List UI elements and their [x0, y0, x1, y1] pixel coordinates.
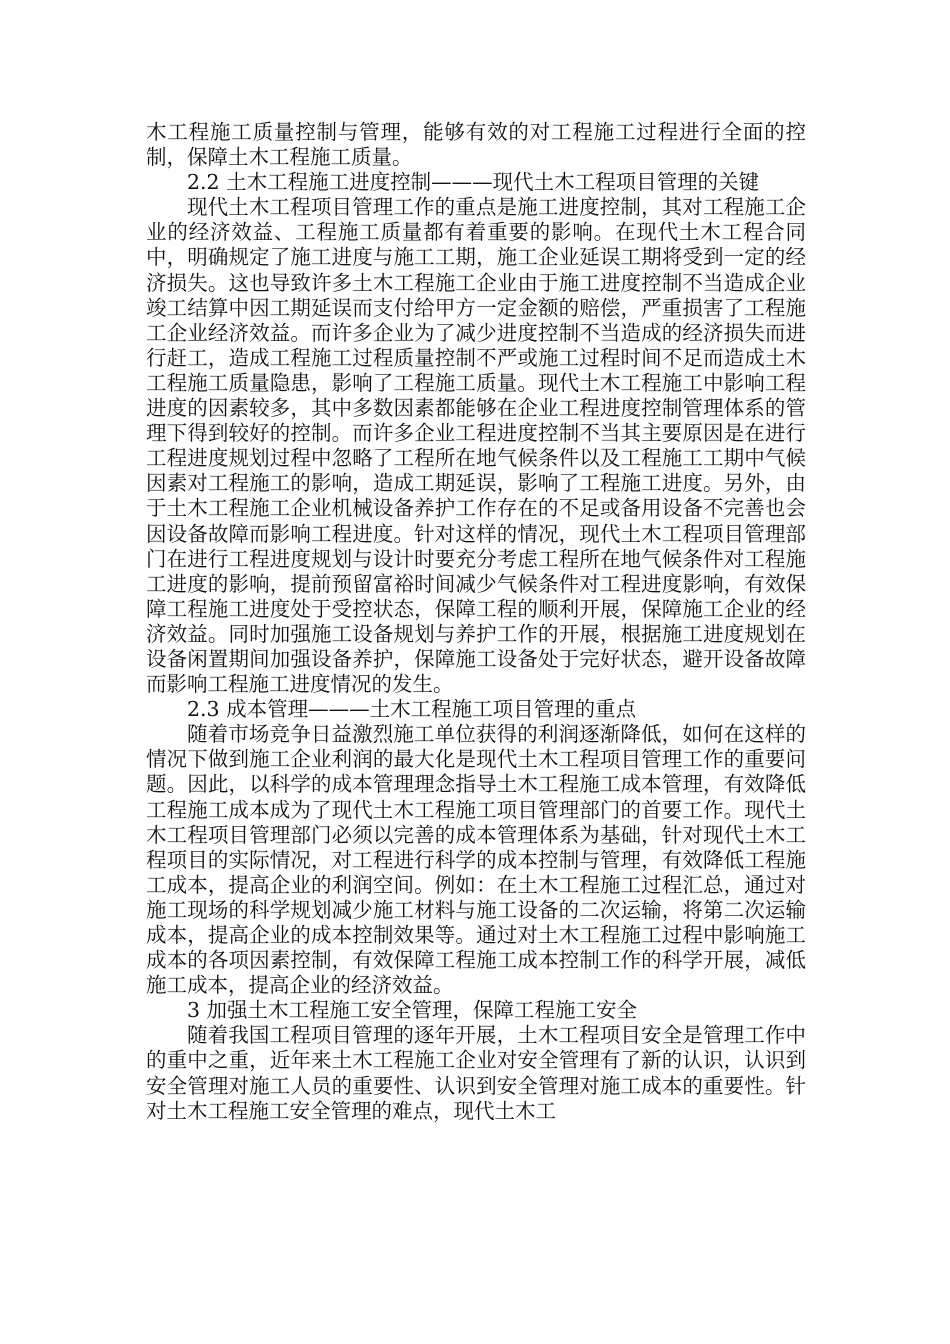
section-2-3-heading: 2.3 成本管理———土木工程施工项目管理的重点 — [187, 697, 637, 722]
intro-continuation-paragraph: 木工程施工质量控制与管理，能够有效的对工程施工过程进行全面的控制，保障土木工程施工质量。 — [146, 120, 806, 170]
section-2-2-heading: 2.2 土木工程施工进度控制———现代土木工程项目管理的关键 — [187, 170, 760, 195]
document-page — [146, 120, 806, 1124]
section-2-2-paragraph: 现代土木工程项目管理工作的重点是施工进度控制，其对工程施工企业的经济效益、工程施工质量都有着重要的影响。在现代土木工程合同中，明确规定了施工进度与施工工期，施工企业延误工期将受到一定的经济损失。这也导致许多土木工程施工企业由于施工进度控制不当造成企业竣工结算中因工期延误而支付给甲方一定金额的赔偿，严重损害了工程施工企业经济效益。而许多企业为了减少进度控制不当造成的经济损失而进行赶工，造成工程施工过程质量控制不严或施工过程时间不足而造成土木工程施工质量隐患，影响了工程施工质量。现代土木工程施工中影响工程进度的因素较多，其中多数因素都能够在企业工程进度控制管理体系的管理下得到较好的控制。而许多企业工程进度控制不当其主要原因是在进行工程进度规划过程中忽略了工程所在地气候条件以及工程施工工期中气候因素对工程施工的影响，造成工期延误，影响了工程施工进度。另外，由于土木工程施工企业机械设备养护工作存在的不足或备用设备不完善也会因设备故障而影响工程进度。针对这样的情况，现代土木工程项目管理部门在进行工程进度规划与设计时要充分考虑工程所在地气候条件对工程施工进度的影响，提前预留富裕时间减少气候条件对工程进度影响，有效保障工程施工进度处于受控状态，保障工程的顺利开展，保障施工企业的经济效益。同时加强施工设备规划与养护工作的开展，根据施工进度规划在设备闲置期间加强设备养护，保障施工设备处于完好状态，避开设备故障而影响工程施工进度情况的发生。 — [146, 195, 806, 697]
section-2-3-paragraph: 随着市场竞争日益激烈施工单位获得的利润逐渐降低，如何在这样的情况下做到施工企业利润的最大化是现代土木工程项目管理工作的重要问题。因此，以科学的成本管理理念指导土木工程施工成本管理，有效降低工程施工成本成为了现代土木工程施工项目管理部门的首要工作。现代土木工程项目管理部门必须以完善的成本管理体系为基础，针对现代土木工程项目的实际情况，对工程进行科学的成本控制与管理，有效降低工程施工成本，提高企业的利润空间。例如：在土木工程施工过程汇总，通过对施工现场的科学规划减少施工材料与施工设备的二次运输，将第二次运输成本，提高企业的成本控制效果等。通过对土木工程施工过程中影响施工成本的各项因素控制，有效保障工程施工成本控制工作的科学开展，减低施工成本，提高企业的经济效益。 — [146, 722, 806, 998]
section-3-paragraph: 随着我国工程项目管理的逐年开展，土木工程项目安全是管理工作中的重中之重，近年来土木工程施工企业对安全管理有了新的认识，认识到安全管理对施工人员的重要性、认识到安全管理对施工成本的重要性。针对土木工程施工安全管理的难点，现代土木工 — [146, 1023, 806, 1123]
section-3-heading: 3 加强土木工程施工安全管理，保障工程施工安全 — [187, 998, 638, 1023]
